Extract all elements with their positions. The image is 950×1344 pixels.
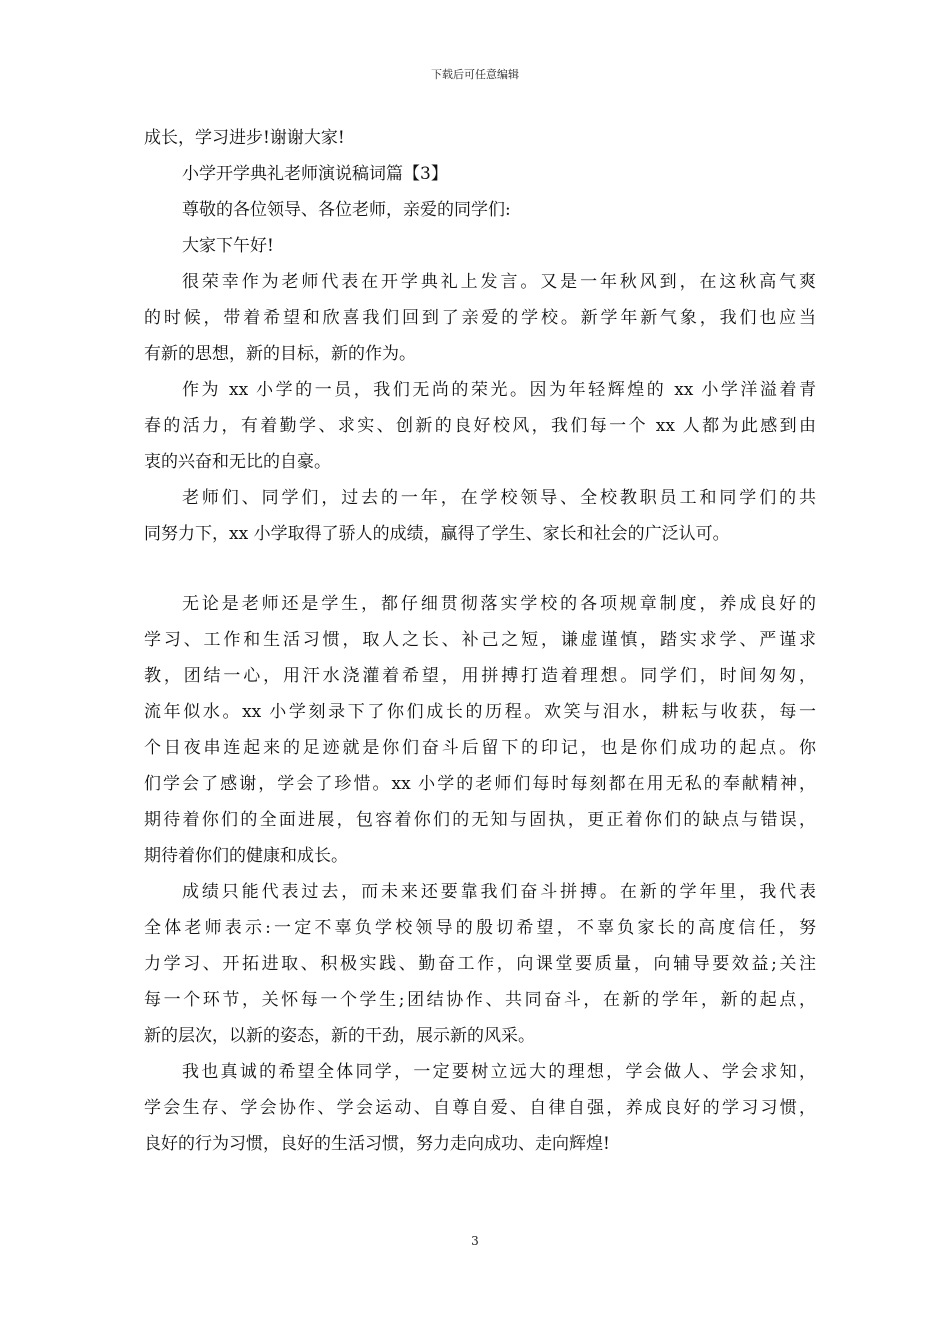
text-line: 期待着你们的健康和成长。 — [144, 846, 348, 866]
paragraph-gap — [144, 552, 816, 586]
salutation: 尊敬的各位领导、各位老师，亲爱的同学们: — [182, 200, 511, 220]
text-line: 成绩只能代表过去，而未来还要靠我们奋斗拼搏。在新的学年里，我代表 — [182, 882, 816, 902]
text-line: 每一个环节，关怀每一个学生;团结协作、共同奋斗，在新的学年，新的起点， — [144, 990, 816, 1010]
text-line: 个日夜串连起来的足迹就是你们奋斗后留下的印记，也是你们成功的起点。你 — [144, 738, 816, 758]
greeting: 大家下午好! — [182, 236, 274, 256]
text-line: 学习、工作和生活习惯，取人之长、补己之短，谦虚谨慎，踏实求学、严谨求 — [144, 630, 816, 650]
page-number: 3 — [471, 1234, 479, 1248]
text-line: 良好的行为习惯，良好的生活习惯，努力走向成功、走向辉煌! — [144, 1134, 610, 1154]
text-line: 的时候，带着希望和欣喜我们回到了亲爱的学校。新学年新气象，我们也应当 — [144, 308, 816, 328]
text-line: 全体老师表示:一定不辜负学校领导的殷切希望，不辜负家长的高度信任，努 — [144, 918, 816, 938]
text-line: 教，团结一心，用汗水浇灌着希望，用拼搏打造着理想。同学们，时间匆匆， — [144, 666, 816, 686]
text-line: 老师们、同学们，过去的一年，在学校领导、全校教职员工和同学们的共 — [182, 488, 816, 508]
page-header: 下载后可任意编辑 — [431, 68, 519, 81]
text-line: 同努力下，xx 小学取得了骄人的成绩，赢得了学生、家长和社会的广泛认可。 — [144, 524, 730, 544]
text-line: 成长，学习进步!谢谢大家! — [144, 128, 345, 148]
text-line: 无论是老师还是学生，都仔细贯彻落实学校的各项规章制度，养成良好的 — [182, 594, 816, 614]
text-line: 春的活力，有着勤学、求实、创新的良好校风，我们每一个 xx 人都为此感到由 — [144, 416, 816, 436]
text-line: 们学会了感谢，学会了珍惜。xx 小学的老师们每时每刻都在用无私的奉献精神， — [144, 774, 816, 794]
text-line: 新的层次，以新的姿态，新的干劲，展示新的风采。 — [144, 1026, 535, 1046]
document-body — [144, 120, 816, 1162]
text-line: 作为 xx 小学的一员，我们无尚的荣光。因为年轻辉煌的 xx 小学洋溢着青 — [182, 380, 816, 400]
section-title: 小学开学典礼老师演说稿词篇【3】 — [182, 164, 448, 184]
text-line: 衷的兴奋和无比的自豪。 — [144, 452, 331, 472]
text-line: 有新的思想，新的目标，新的作为。 — [144, 344, 416, 364]
text-line: 学会生存、学会协作、学会运动、自尊自爱、自律自强，养成良好的学习习惯， — [144, 1098, 816, 1118]
text-line: 力学习、开拓进取、积极实践、勤奋工作，向课堂要质量，向辅导要效益;关注 — [144, 954, 816, 974]
text-line: 很荣幸作为老师代表在开学典礼上发言。又是一年秋风到，在这秋高气爽 — [182, 272, 816, 292]
text-line: 流年似水。xx 小学刻录下了你们成长的历程。欢笑与泪水，耕耘与收获，每一 — [144, 702, 816, 722]
text-line: 我也真诚的希望全体同学，一定要树立远大的理想，学会做人、学会求知， — [182, 1062, 816, 1082]
text-line: 期待着你们的全面进展，包容着你们的无知与固执，更正着你们的缺点与错误， — [144, 810, 816, 830]
